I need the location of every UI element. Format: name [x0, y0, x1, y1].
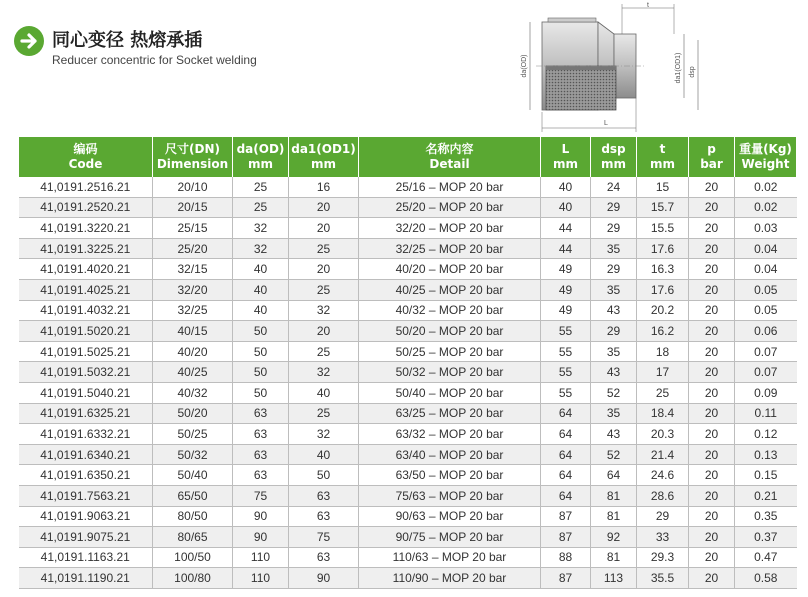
- header-row: [19, 137, 797, 177]
- table-cell: 20: [689, 547, 735, 568]
- column-header-unit: bar: [700, 157, 723, 171]
- table-cell: 35.5: [637, 568, 689, 589]
- table-cell: 55: [541, 362, 591, 383]
- table-cell: 63: [233, 444, 289, 465]
- table-cell: 0.47: [735, 547, 797, 568]
- table-cell: 20: [689, 424, 735, 445]
- table-cell: 0.06: [735, 321, 797, 342]
- table-cell: 49: [541, 259, 591, 280]
- table-cell: 90: [289, 568, 359, 589]
- table-cell: 50: [233, 362, 289, 383]
- table-cell: 75/63 – MOP 20 bar: [359, 485, 541, 506]
- table-row: [19, 403, 797, 424]
- table-cell: 0.11: [735, 403, 797, 424]
- table-cell: 20: [689, 362, 735, 383]
- column-header-title: L: [561, 142, 570, 156]
- column-header-unit: Dimension: [156, 157, 229, 171]
- table-cell: 43: [591, 362, 637, 383]
- table-cell: 63: [233, 424, 289, 445]
- table-cell: 0.04: [735, 259, 797, 280]
- table-cell: 63: [289, 547, 359, 568]
- table-cell: 65/50: [153, 485, 233, 506]
- table-cell: 90/63 – MOP 20 bar: [359, 506, 541, 527]
- table-cell: 25: [289, 238, 359, 259]
- reducer-drawing: [506, 0, 706, 136]
- table-cell: 32: [289, 424, 359, 445]
- table-cell: 35: [591, 279, 637, 300]
- table-cell: 63: [289, 485, 359, 506]
- table-cell: 80/50: [153, 506, 233, 527]
- table-cell: 20: [689, 403, 735, 424]
- table-cell: 40: [289, 444, 359, 465]
- table-cell: 40: [541, 177, 591, 197]
- table-cell: 0.09: [735, 382, 797, 403]
- table-cell: 64: [541, 485, 591, 506]
- column-header: [637, 137, 689, 177]
- table-cell: 44: [541, 218, 591, 239]
- table-cell: 81: [591, 547, 637, 568]
- table-cell: 0.13: [735, 444, 797, 465]
- column-header-title: 名称内容: [425, 142, 474, 156]
- table-cell: 43: [591, 424, 637, 445]
- table-cell: 25: [233, 197, 289, 218]
- table-cell: 20: [289, 218, 359, 239]
- table-cell: 29: [591, 259, 637, 280]
- column-header-title: 重量(Kg): [739, 142, 792, 156]
- column-header: [19, 137, 153, 177]
- column-header-unit: mm: [600, 157, 626, 171]
- table-cell: 25: [233, 177, 289, 197]
- table-row: [19, 485, 797, 506]
- table-cell: 0.05: [735, 279, 797, 300]
- table-cell: 18: [637, 341, 689, 362]
- table-cell: 90: [233, 506, 289, 527]
- table-cell: 25: [289, 341, 359, 362]
- column-header-unit: mm: [649, 157, 675, 171]
- column-header-title: 编码: [73, 142, 98, 156]
- table-cell: 25/16 – MOP 20 bar: [359, 177, 541, 197]
- table-cell: 40: [233, 279, 289, 300]
- table-cell: 0.02: [735, 197, 797, 218]
- table-cell: 52: [591, 444, 637, 465]
- table-cell: 15: [637, 177, 689, 197]
- table-cell: 41,0191.4032.21: [19, 300, 153, 321]
- table-row: [19, 218, 797, 239]
- table-cell: 20: [689, 279, 735, 300]
- table-cell: 17: [637, 362, 689, 383]
- table-cell: 17.6: [637, 238, 689, 259]
- table-cell: 20: [689, 238, 735, 259]
- table-cell: 33: [637, 527, 689, 548]
- table-cell: 41,0191.3220.21: [19, 218, 153, 239]
- table-cell: 32/20: [153, 279, 233, 300]
- spec-table: [18, 137, 797, 589]
- diagram-label-l: L: [604, 120, 608, 127]
- table-cell: 0.04: [735, 238, 797, 259]
- table-cell: 40/32: [153, 382, 233, 403]
- table-cell: 87: [541, 506, 591, 527]
- table-cell: 0.35: [735, 506, 797, 527]
- table-row: [19, 547, 797, 568]
- table-cell: 20: [689, 527, 735, 548]
- table-cell: 0.37: [735, 527, 797, 548]
- table-cell: 25: [637, 382, 689, 403]
- diagram-label-da1: da1(OD1): [675, 52, 682, 84]
- table-cell: 25: [289, 279, 359, 300]
- table-cell: 100/50: [153, 547, 233, 568]
- table-cell: 41,0191.6350.21: [19, 465, 153, 486]
- table-cell: 40/20: [153, 341, 233, 362]
- table-row: [19, 506, 797, 527]
- table-cell: 16.2: [637, 321, 689, 342]
- column-header: [689, 137, 735, 177]
- table-cell: 29: [591, 218, 637, 239]
- table-cell: 41,0191.5032.21: [19, 362, 153, 383]
- table-cell: 20: [689, 506, 735, 527]
- diagram-label-dsp: dsp: [689, 66, 696, 78]
- column-header: [359, 137, 541, 177]
- table-cell: 75: [233, 485, 289, 506]
- table-cell: 29: [637, 506, 689, 527]
- table-cell: 20: [689, 568, 735, 589]
- table-row: [19, 197, 797, 218]
- column-header: [591, 137, 637, 177]
- table-cell: 20: [689, 218, 735, 239]
- table-cell: 63: [233, 403, 289, 424]
- column-header-unit: mm: [552, 157, 578, 171]
- column-header-title: t: [659, 142, 666, 156]
- table-cell: 17.6: [637, 279, 689, 300]
- column-header-title: da1(OD1): [291, 142, 356, 156]
- table-cell: 20: [289, 197, 359, 218]
- table-cell: 63: [233, 465, 289, 486]
- table-body: [19, 177, 797, 588]
- table-cell: 87: [541, 568, 591, 589]
- table-cell: 113: [591, 568, 637, 589]
- table-cell: 50/32: [153, 444, 233, 465]
- table-row: [19, 444, 797, 465]
- table-cell: 49: [541, 300, 591, 321]
- table-cell: 64: [541, 424, 591, 445]
- table-cell: 64: [541, 444, 591, 465]
- section-subtitle: Reducer concentric for Socket welding: [52, 53, 257, 67]
- table-cell: 40: [541, 197, 591, 218]
- table-cell: 64: [541, 403, 591, 424]
- table-cell: 15.7: [637, 197, 689, 218]
- table-cell: 50: [233, 341, 289, 362]
- table-cell: 20: [289, 321, 359, 342]
- table-cell: 40/15: [153, 321, 233, 342]
- table-row: [19, 527, 797, 548]
- table-cell: 50/20: [153, 403, 233, 424]
- table-cell: 63/40 – MOP 20 bar: [359, 444, 541, 465]
- table-cell: 18.4: [637, 403, 689, 424]
- table-cell: 21.4: [637, 444, 689, 465]
- table-cell: 25/20 – MOP 20 bar: [359, 197, 541, 218]
- table-cell: 0.15: [735, 465, 797, 486]
- table-cell: 90: [233, 527, 289, 548]
- table-row: [19, 362, 797, 383]
- table-cell: 100/80: [153, 568, 233, 589]
- table-cell: 92: [591, 527, 637, 548]
- table-cell: 20: [289, 259, 359, 280]
- table-cell: 41,0191.1190.21: [19, 568, 153, 589]
- table-cell: 63/50 – MOP 20 bar: [359, 465, 541, 486]
- table-cell: 41,0191.5020.21: [19, 321, 153, 342]
- table-cell: 0.21: [735, 485, 797, 506]
- table-cell: 41,0191.7563.21: [19, 485, 153, 506]
- table-cell: 40/25: [153, 362, 233, 383]
- table-cell: 32: [233, 238, 289, 259]
- table-cell: 43: [591, 300, 637, 321]
- table-cell: 40: [233, 259, 289, 280]
- table-cell: 63/32 – MOP 20 bar: [359, 424, 541, 445]
- table-cell: 50/32 – MOP 20 bar: [359, 362, 541, 383]
- table-cell: 20: [689, 341, 735, 362]
- table-row: [19, 259, 797, 280]
- table-header: [19, 137, 797, 177]
- table-cell: 20: [689, 321, 735, 342]
- table-cell: 41,0191.9075.21: [19, 527, 153, 548]
- table-cell: 16: [289, 177, 359, 197]
- table-cell: 44: [541, 238, 591, 259]
- column-header: [153, 137, 233, 177]
- column-header-unit: Code: [68, 157, 103, 171]
- column-header-unit: Detail: [429, 157, 470, 171]
- column-header-unit: mm: [247, 157, 273, 171]
- table-cell: 41,0191.9063.21: [19, 506, 153, 527]
- table-cell: 41,0191.3225.21: [19, 238, 153, 259]
- table-cell: 35: [591, 341, 637, 362]
- table-cell: 50/25: [153, 424, 233, 445]
- column-header-title: da(OD): [236, 142, 285, 156]
- table-cell: 35: [591, 238, 637, 259]
- table-cell: 81: [591, 506, 637, 527]
- table-cell: 41,0191.6325.21: [19, 403, 153, 424]
- table-cell: 63: [289, 506, 359, 527]
- table-cell: 25/15: [153, 218, 233, 239]
- table-cell: 20: [689, 465, 735, 486]
- table-row: [19, 465, 797, 486]
- table-row: [19, 177, 797, 197]
- table-cell: 64: [541, 465, 591, 486]
- column-header: [541, 137, 591, 177]
- column-header-unit: Weight: [741, 157, 790, 171]
- table-cell: 20: [689, 444, 735, 465]
- diagram-label-t: t: [647, 2, 649, 9]
- table-cell: 20: [689, 485, 735, 506]
- table-cell: 50/40 – MOP 20 bar: [359, 382, 541, 403]
- table-cell: 20/10: [153, 177, 233, 197]
- table-cell: 20.2: [637, 300, 689, 321]
- table-row: [19, 382, 797, 403]
- table-cell: 32/15: [153, 259, 233, 280]
- table-row: [19, 300, 797, 321]
- table-row: [19, 279, 797, 300]
- table-cell: 29: [591, 321, 637, 342]
- table-cell: 28.6: [637, 485, 689, 506]
- table-cell: 50: [233, 382, 289, 403]
- table-row: [19, 424, 797, 445]
- table-cell: 55: [541, 382, 591, 403]
- table-cell: 64: [591, 465, 637, 486]
- table-row: [19, 238, 797, 259]
- table-cell: 87: [541, 527, 591, 548]
- column-header: [735, 137, 797, 177]
- column-header-title: dsp: [601, 142, 626, 156]
- table-row: [19, 341, 797, 362]
- table-cell: 81: [591, 485, 637, 506]
- table-cell: 20: [689, 197, 735, 218]
- table-cell: 50/25 – MOP 20 bar: [359, 341, 541, 362]
- table-cell: 20: [689, 177, 735, 197]
- arrow-right-icon: [14, 26, 44, 56]
- table-cell: 41,0191.6340.21: [19, 444, 153, 465]
- table-cell: 40: [289, 382, 359, 403]
- table-cell: 50/20 – MOP 20 bar: [359, 321, 541, 342]
- column-header-title: 尺寸(DN): [165, 142, 220, 156]
- table-row: [19, 568, 797, 589]
- table-cell: 0.03: [735, 218, 797, 239]
- table-cell: 24.6: [637, 465, 689, 486]
- table-cell: 41,0191.4020.21: [19, 259, 153, 280]
- table-cell: 20/15: [153, 197, 233, 218]
- table-cell: 40/20 – MOP 20 bar: [359, 259, 541, 280]
- table-cell: 110: [233, 568, 289, 589]
- column-header: [289, 137, 359, 177]
- table-cell: 41,0191.5025.21: [19, 341, 153, 362]
- table-cell: 0.05: [735, 300, 797, 321]
- table-cell: 32: [233, 218, 289, 239]
- column-header: [233, 137, 289, 177]
- diagram-label-da: da(OD): [521, 54, 528, 78]
- table-cell: 20: [689, 382, 735, 403]
- table-cell: 32: [289, 300, 359, 321]
- table-cell: 15.5: [637, 218, 689, 239]
- table-cell: 50: [233, 321, 289, 342]
- table-cell: 41,0191.1163.21: [19, 547, 153, 568]
- table-cell: 35: [591, 403, 637, 424]
- table-cell: 41,0191.6332.21: [19, 424, 153, 445]
- table-cell: 50/40: [153, 465, 233, 486]
- table-cell: 0.07: [735, 341, 797, 362]
- table-cell: 49: [541, 279, 591, 300]
- table-cell: 0.12: [735, 424, 797, 445]
- table-cell: 55: [541, 321, 591, 342]
- table-row: [19, 321, 797, 342]
- table-cell: 41,0191.2516.21: [19, 177, 153, 197]
- table-cell: 41,0191.5040.21: [19, 382, 153, 403]
- table-cell: 40/32 – MOP 20 bar: [359, 300, 541, 321]
- table-cell: 52: [591, 382, 637, 403]
- table-cell: 88: [541, 547, 591, 568]
- table-cell: 20: [689, 259, 735, 280]
- table-cell: 110/90 – MOP 20 bar: [359, 568, 541, 589]
- table-cell: 32/25: [153, 300, 233, 321]
- column-header-title: p: [707, 142, 716, 156]
- table-cell: 0.07: [735, 362, 797, 383]
- reducer-diagram: [506, 0, 706, 136]
- table-cell: 50: [289, 465, 359, 486]
- section-title: 同心变径 热熔承插: [52, 30, 203, 51]
- table-cell: 41,0191.4025.21: [19, 279, 153, 300]
- table-cell: 32/20 – MOP 20 bar: [359, 218, 541, 239]
- table-cell: 0.02: [735, 177, 797, 197]
- table-cell: 75: [289, 527, 359, 548]
- table-cell: 24: [591, 177, 637, 197]
- table-cell: 32: [289, 362, 359, 383]
- table-cell: 80/65: [153, 527, 233, 548]
- table-cell: 110: [233, 547, 289, 568]
- table-cell: 29.3: [637, 547, 689, 568]
- table-cell: 20.3: [637, 424, 689, 445]
- table-cell: 29: [591, 197, 637, 218]
- table-cell: 41,0191.2520.21: [19, 197, 153, 218]
- table-cell: 110/63 – MOP 20 bar: [359, 547, 541, 568]
- table-cell: 25/20: [153, 238, 233, 259]
- table-cell: 63/25 – MOP 20 bar: [359, 403, 541, 424]
- table-cell: 20: [689, 300, 735, 321]
- table-cell: 0.58: [735, 568, 797, 589]
- table-cell: 40/25 – MOP 20 bar: [359, 279, 541, 300]
- table-cell: 40: [233, 300, 289, 321]
- table-cell: 90/75 – MOP 20 bar: [359, 527, 541, 548]
- column-header-unit: mm: [310, 157, 336, 171]
- table-cell: 32/25 – MOP 20 bar: [359, 238, 541, 259]
- table-cell: 25: [289, 403, 359, 424]
- table-cell: 55: [541, 341, 591, 362]
- table-cell: 16.3: [637, 259, 689, 280]
